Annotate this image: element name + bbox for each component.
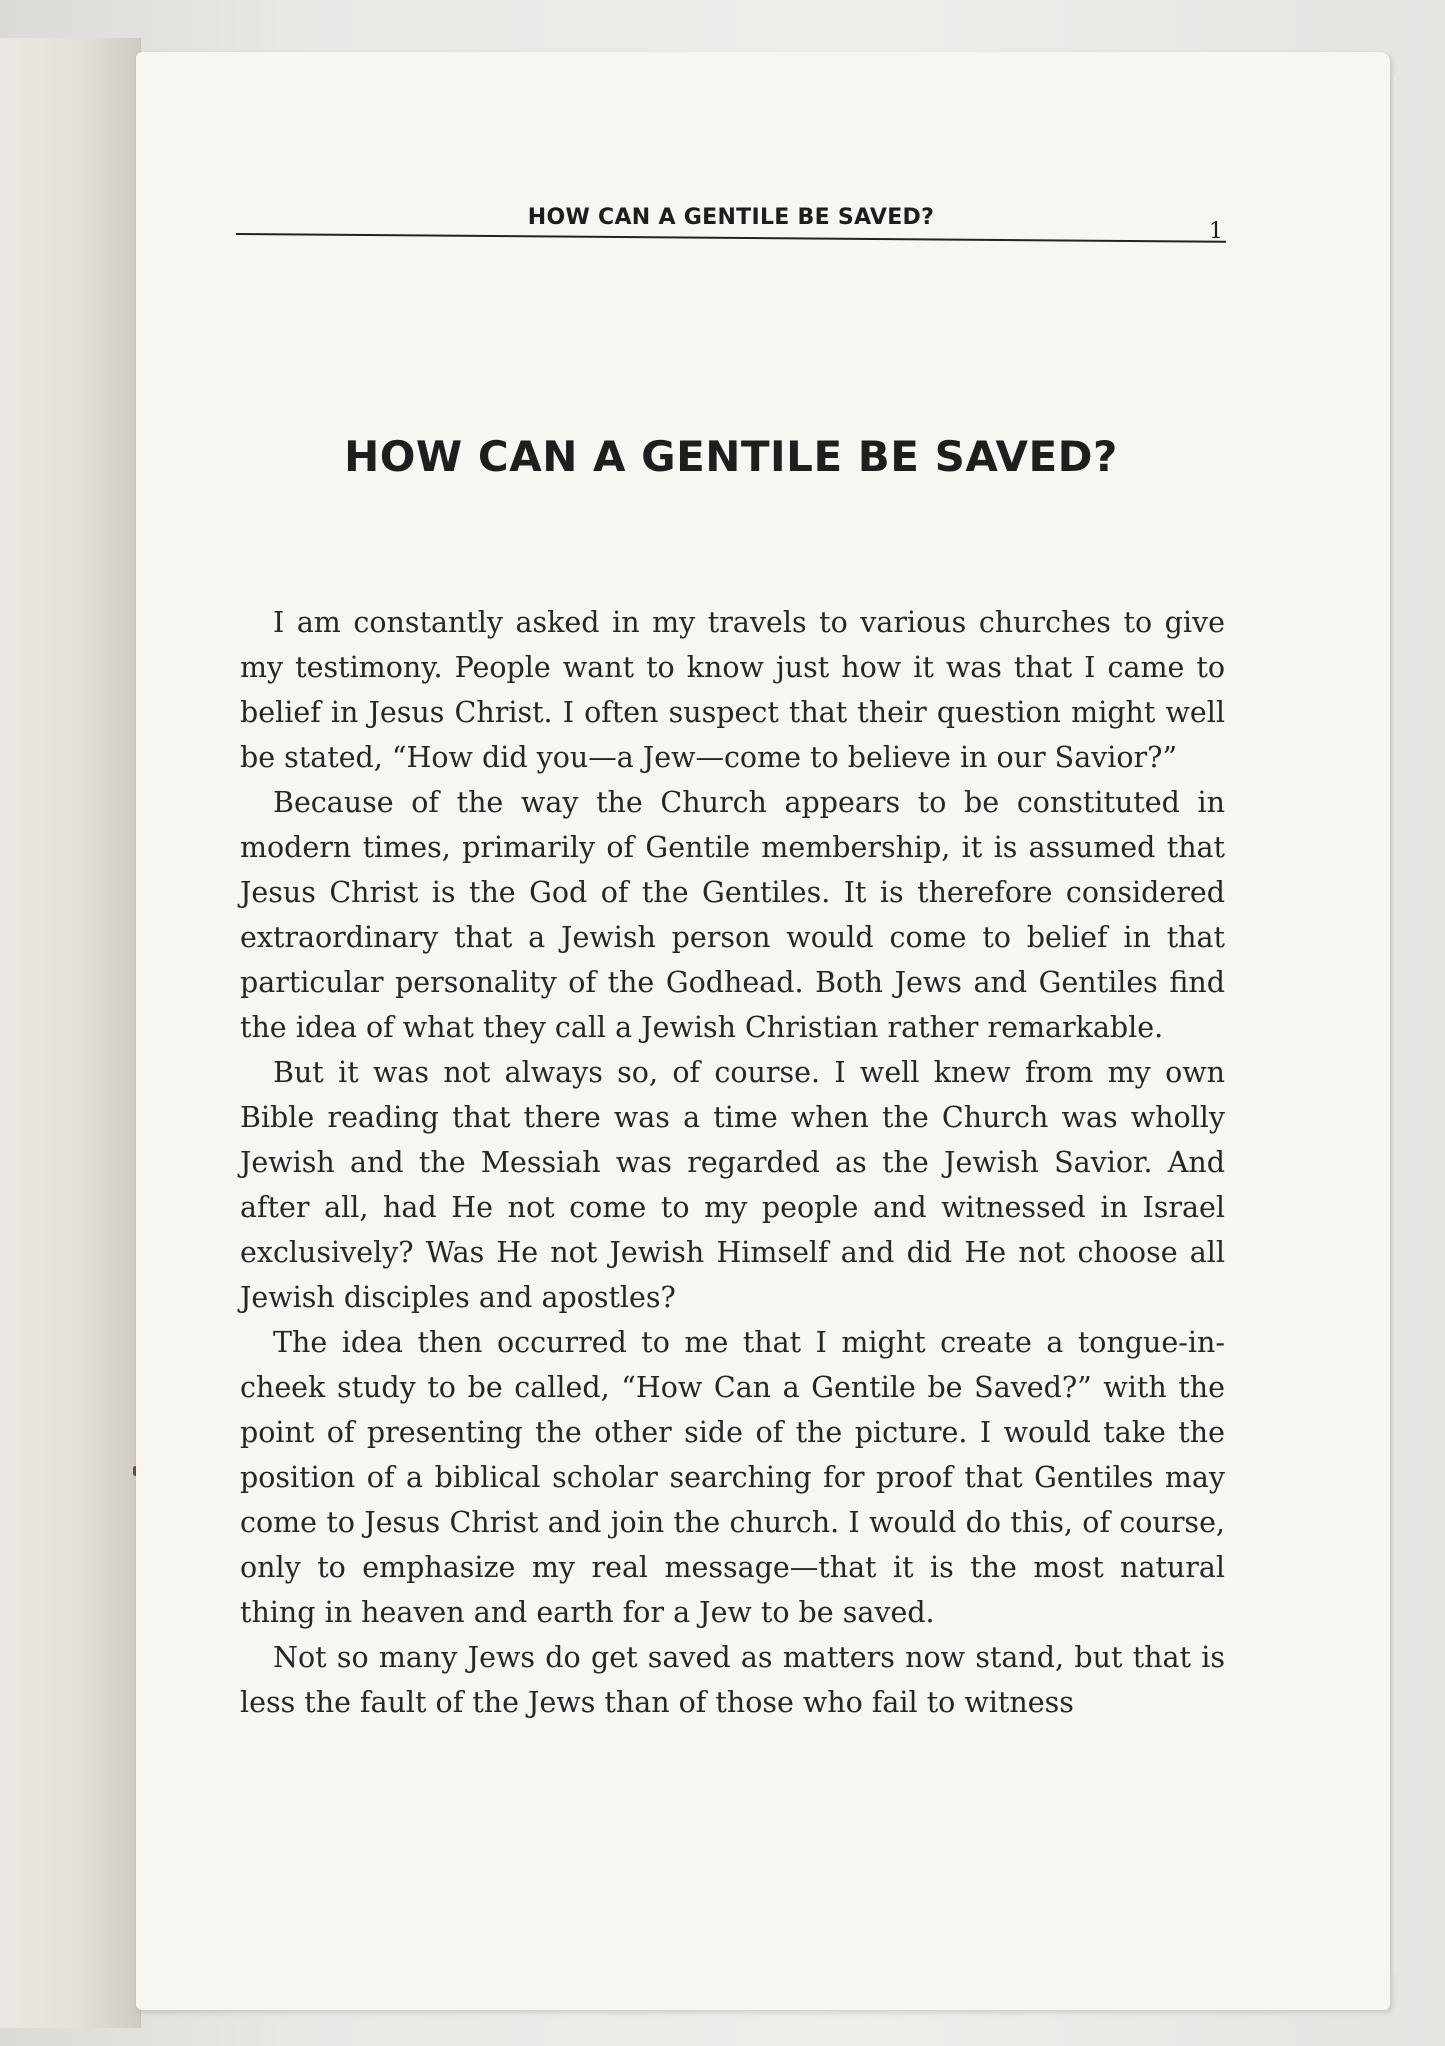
running-header: HOW CAN A GENTILE BE SAVED? bbox=[527, 205, 935, 230]
header-rule bbox=[236, 233, 1226, 243]
paragraph: But it was not always so, of course. I well knew from my own Bible reading that there was a time when the Church was wholly Jewish and the Messiah was regarded as the Jewish Savior. And after all, had He not come to my people and witnessed in Israel exclusively? Was He not Jewish Himself and did He not choose all Jewish disciples and apostles? bbox=[240, 1056, 1225, 1314]
paragraph: I am constantly asked in my travels to various churches to give my testimony. People want to know just how it was that I came to belief in Jesus Christ. I often suspect that their question might well be stated, “How did you—a Jew—come to believe in our Savior?” bbox=[240, 606, 1225, 774]
book-page bbox=[136, 52, 1390, 2010]
body-text bbox=[240, 600, 1225, 1725]
paragraph: The idea then occurred to me that I might create a tongue-in-cheek study to be called, “How Can a Gentile be Saved?” with the point of presenting the other side of the picture. I would take the position of a biblical scholar searching for proof that Gentiles may come to Jesus Christ and join the church. I would do this, of course, only to emphasize my real message—that it is the most natural thing in heaven and earth for a Jew to be saved. bbox=[240, 1326, 1225, 1629]
page-number: 1 bbox=[1209, 219, 1223, 244]
paragraph: Because of the way the Church appears to be constituted in modern times, primarily of Gentile membership, it is assumed that Jesus Christ is the God of the Gentiles. It is therefore considered extraordinary that a Jewish person would come to belief in that particular personality of the Godhead. Both Jews and Gentiles find the idea of what they call a Jewish Christian rather remarkable. bbox=[240, 786, 1225, 1044]
chapter-title: HOW CAN A GENTILE BE SAVED? bbox=[344, 432, 1118, 481]
paragraph: Not so many Jews do get saved as matters now stand, but that is less the fault of the Jews than of those who fail to witness bbox=[240, 1641, 1225, 1719]
facing-page-edge bbox=[0, 38, 141, 2028]
